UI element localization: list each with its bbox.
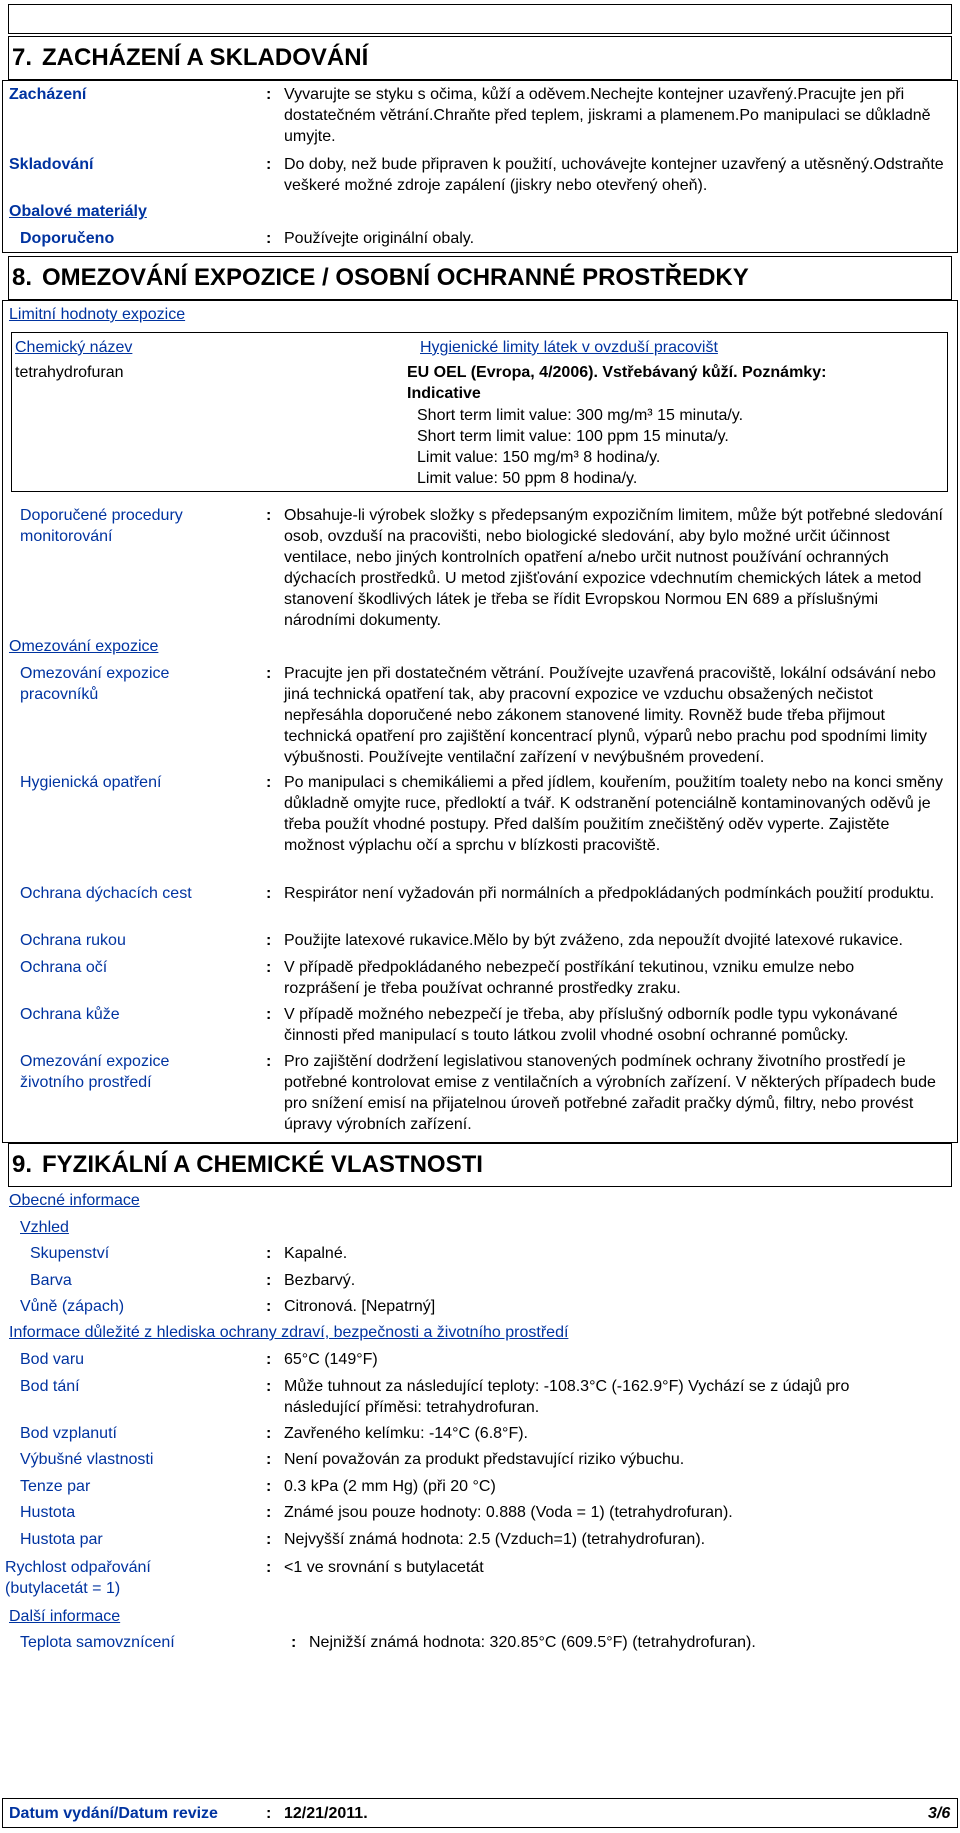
vapor-pressure-label: Tenze par bbox=[20, 1478, 91, 1495]
odor-text: Citronová. [Nepatrný] bbox=[284, 1298, 436, 1315]
colon: : bbox=[266, 1006, 272, 1023]
section-8-title bbox=[8, 256, 952, 300]
section-title-text: ZACHÁZENÍ A SKLADOVÁNÍ bbox=[42, 44, 369, 71]
colon: : bbox=[266, 932, 272, 949]
col-chem-name: Chemický název bbox=[15, 339, 133, 356]
respiratory-label: Ochrana dýchacích cest bbox=[20, 885, 192, 902]
colon: : bbox=[266, 86, 272, 103]
state-text: Kapalné. bbox=[284, 1245, 348, 1262]
melt-text: Může tuhnout za následující teploty: -108.3°C (-162.9°F) Vychází se z údajů pro následující příměsi: tetrahydrofuran. bbox=[284, 1378, 850, 1416]
vapor-density-text: Nejvyšší známá hodnota: 2.5 (Vzduch=1) (tetrahydrofuran). bbox=[284, 1531, 706, 1548]
colon: : bbox=[266, 1805, 272, 1822]
odor-label: Vůně (zápach) bbox=[20, 1298, 125, 1315]
section-title-text: FYZIKÁLNÍ A CHEMICKÉ VLASTNOSTI bbox=[42, 1151, 483, 1178]
hygiene-label: Hygienická opatření bbox=[20, 774, 162, 791]
colon: : bbox=[266, 1425, 272, 1442]
limits-label: Limitní hodnoty expozice bbox=[9, 306, 186, 323]
flash-text: Zavřeného kelímku: -14°C (6.8°F). bbox=[284, 1425, 528, 1442]
colon: : bbox=[266, 1559, 272, 1576]
colon: : bbox=[266, 230, 272, 247]
section-title-text: OMEZOVÁNÍ EXPOZICE / OSOBNÍ OCHRANNÉ PROSTŘEDKY bbox=[42, 264, 749, 291]
monitoring-text: Obsahuje-li výrobek složky s předepsaným expozičním limitem, může být potřebné sledování osob, ovzduší na pracovišti, nebo biologické sledování, aby bylo možné určit účinnost ventilace, nebo jiných kontrolních opatření a/nebo určit nutnost používání ochranných dýchacích prostředků. U metod zjišťování expozice vdechnutím chemických látek a metod stanovení škodlivých látek je třeba se řídit Evropskou Normou EN 689 a příslušnými národními dokumenty. bbox=[284, 507, 943, 629]
colon: : bbox=[266, 156, 272, 173]
footer-page-number: 3/6 bbox=[928, 1805, 951, 1822]
density-label: Hustota bbox=[20, 1504, 76, 1521]
colon: : bbox=[266, 1245, 272, 1262]
evaporation-label: Rychlost odpařování (butylacetát = 1) bbox=[5, 1559, 151, 1597]
skin-text: V případě možného nebezpečí je třeba, aby příslušný odborník podle typu vykonávané činnosti před manipulací s touto látkou zvolil vhodné osobní ochranné pomůcky. bbox=[284, 1006, 898, 1044]
handling-text: Vyvarujte se styku s očima, kůží a oděvem.Nechejte kontejner uzavřený.Pracujte jen při dostatečném větrání.Chraňte před teplem, jiskrami a plamenem.Po manipulaci se důkladně umyjte. bbox=[284, 86, 931, 145]
colon: : bbox=[266, 507, 272, 524]
eyes-text: V případě předpokládaného nebezpečí postříkání tekutinou, vzniku emulze nebo rozprášení je třeba používat ochranné prostředky zraku. bbox=[284, 959, 855, 997]
colon: : bbox=[266, 665, 272, 682]
state-label: Skupenství bbox=[30, 1245, 110, 1262]
explosive-label: Výbušné vlastnosti bbox=[20, 1451, 154, 1468]
oel-value: Short term limit value: 100 ppm 15 minuta/y. bbox=[417, 428, 729, 445]
autoignition-label: Teplota samovznícení bbox=[20, 1634, 175, 1651]
colon: : bbox=[266, 885, 272, 902]
flash-label: Bod vzplanutí bbox=[20, 1425, 117, 1442]
section-7-title bbox=[8, 36, 952, 80]
colon: : bbox=[266, 959, 272, 976]
oel-line-1: EU OEL (Evropa, 4/2006). Vstřebávaný kůží. Poznámky: bbox=[407, 364, 827, 381]
colon: : bbox=[266, 1504, 272, 1521]
oel-value: Limit value: 50 ppm 8 hodina/y. bbox=[417, 470, 638, 487]
recommended-text: Používejte originální obaly. bbox=[284, 230, 475, 247]
section-number: 7. bbox=[12, 44, 33, 71]
oel-value: Short term limit value: 300 mg/m³ 15 minuta/y. bbox=[417, 407, 744, 424]
other-info-label: Další informace bbox=[9, 1608, 121, 1625]
packaging-label: Obalové materiály bbox=[9, 203, 147, 220]
density-text: Známé jsou pouze hodnoty: 0.888 (Voda = 1) (tetrahydrofuran). bbox=[284, 1504, 733, 1521]
melt-label: Bod tání bbox=[20, 1378, 80, 1395]
colon: : bbox=[266, 1298, 272, 1315]
monitoring-label: Doporučené procedury monitorování bbox=[20, 507, 183, 545]
vapor-density-label: Hustota par bbox=[20, 1531, 103, 1548]
chem-name: tetrahydrofuran bbox=[15, 364, 124, 381]
evaporation-text: <1 ve srovnání s butylacetát bbox=[284, 1559, 484, 1576]
worker-text: Pracujte jen při dostatečném větrání. Používejte uzavřená pracoviště, lokální odsávání nebo jiná technická opatření tak, aby pracovní expozice ve vzduchu obsažených nečistot nepřesáhla doporučené nebo zákonem stanovené limity. Rovněž bude třeba přijmout technická opatření pro zajištění koncentrací plynů, výparů nebo prachu pod spodními limity výbušnosti. Používejte ventilační zařízení v nevýbušném provedení. bbox=[284, 665, 936, 766]
explosive-text: Není považován za produkt představující riziko výbuchu. bbox=[284, 1451, 685, 1468]
colon: : bbox=[266, 1378, 272, 1395]
exposure-control-label: Omezování expozice bbox=[9, 638, 159, 655]
footer-date-label: Datum vydání/Datum revize bbox=[9, 1805, 218, 1822]
colon: : bbox=[266, 1478, 272, 1495]
oel-value: Limit value: 150 mg/m³ 8 hodina/y. bbox=[417, 449, 661, 466]
colon: : bbox=[266, 1053, 272, 1070]
boil-label: Bod varu bbox=[20, 1351, 85, 1368]
env-label: Omezování expozice životního prostředí bbox=[20, 1053, 170, 1091]
colon: : bbox=[266, 1451, 272, 1468]
worker-label: Omezování expozice pracovníků bbox=[20, 665, 170, 703]
section-number: 9. bbox=[12, 1151, 33, 1178]
storage-label: Skladování bbox=[9, 156, 94, 173]
colon: : bbox=[266, 1272, 272, 1289]
hygiene-text: Po manipulaci s chemikáliemi a před jídlem, kouřením, použitím toalety nebo na konci směny důkladně omyjte ruce, předloktí a tvář. K odstranění potenciálně kontaminovaných oděvů je třeba použít vhodné postupy. Před dalším použitím znečištěný oděv vyperte. Zajistěte možnost výplachu očí a sprchu v blízkosti pracoviště. bbox=[284, 774, 943, 854]
eyes-label: Ochrana očí bbox=[20, 959, 108, 976]
section-9-title bbox=[8, 1143, 952, 1187]
colon: : bbox=[266, 1351, 272, 1368]
respiratory-text: Respirátor není vyžadován při normálních a předpokládaných podmínkách použití produktu. bbox=[284, 885, 935, 902]
oel-line-2: Indicative bbox=[407, 385, 481, 402]
colon: : bbox=[266, 1531, 272, 1548]
vapor-pressure-text: 0.3 kPa (2 mm Hg) (při 20 °C) bbox=[284, 1478, 496, 1495]
color-text: Bezbarvý. bbox=[284, 1272, 356, 1289]
col-hygiene-limits: Hygienické limity látek v ovzduší pracovišt bbox=[420, 339, 718, 356]
env-text: Pro zajištění dodržení legislativou stanovených podmínek ochrany životního prostředí je potřebné kontrolovat emise z ventilačních a výrobních zařízení. V některých případech bude pro snížení emisí na přijatelnou úroveň potřebné zařadit pračky dýmů, filtry, nebo provést úpravy výrobních zařízení. bbox=[284, 1053, 936, 1133]
footer-date: 12/21/2011. bbox=[284, 1805, 368, 1822]
boil-text: 65°C (149°F) bbox=[284, 1351, 378, 1368]
header-box bbox=[8, 4, 952, 34]
skin-label: Ochrana kůže bbox=[20, 1006, 120, 1023]
handling-label: Zacházení bbox=[9, 86, 87, 103]
autoignition-text: Nejnižší známá hodnota: 320.85°C (609.5°F) (tetrahydrofuran). bbox=[309, 1634, 756, 1651]
colon: : bbox=[266, 774, 272, 791]
recommended-label: Doporučeno bbox=[20, 230, 115, 247]
general-info-label: Obecné informace bbox=[9, 1192, 140, 1209]
appearance-label: Vzhled bbox=[20, 1219, 69, 1236]
color-label: Barva bbox=[30, 1272, 72, 1289]
storage-text: Do doby, než bude připraven k použití, uchovávejte kontejner uzavřený a utěsněný.Odstraňte veškeré možné zdroje zapálení (jiskry nebo otevřený oheň). bbox=[284, 156, 944, 194]
section-number: 8. bbox=[12, 264, 33, 291]
hands-text: Použijte latexové rukavice.Mělo by být zváženo, zda nepoužít dvojité latexové rukavice. bbox=[284, 932, 903, 949]
colon: : bbox=[291, 1634, 297, 1651]
hands-label: Ochrana rukou bbox=[20, 932, 126, 949]
important-info-label: Informace důležité z hlediska ochrany zdraví, bezpečnosti a životního prostředí bbox=[9, 1324, 569, 1341]
